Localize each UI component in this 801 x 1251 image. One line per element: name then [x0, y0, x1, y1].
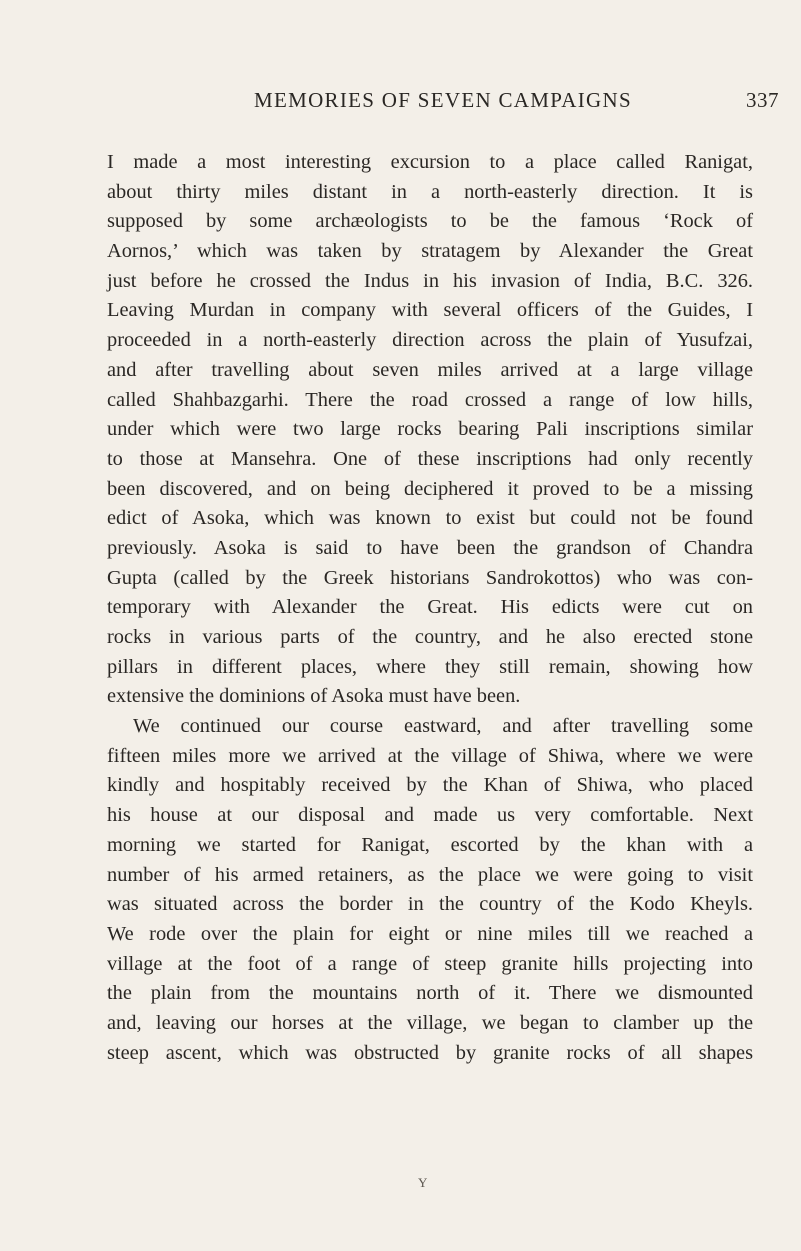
text-line: morning we started for Ranigat, escorted by the khan with a — [107, 833, 753, 856]
text-line: kindly and hospitably received by the Khan of Shiwa, who placed — [107, 774, 753, 797]
text-line: under which were two large rocks bearing Pali inscriptions similar — [107, 418, 753, 441]
text-line: and after travelling about seven miles arrived at a large village — [107, 358, 753, 381]
text-line: been discovered, and on being deciphered it proved to be a missing — [107, 477, 753, 500]
text-line: his house at our disposal and made us very comfortable. Next — [107, 804, 753, 827]
running-head — [0, 88, 801, 118]
text-line: village at the foot of a range of steep granite hills projecting into — [107, 952, 753, 975]
text-line: previously. Asoka is said to have been the grandson of Chandra — [107, 536, 753, 559]
paragraph-start-line: We continued our course eastward, and after travelling some — [133, 715, 753, 738]
text-line: supposed by some archæologists to be the famous ‘Rock of — [107, 210, 753, 233]
text-line: proceeded in a north-easterly direction across the plain of Yusufzai, — [107, 329, 753, 352]
text-line: number of his armed retainers, as the place we were going to visit — [107, 863, 753, 886]
body-text — [107, 148, 753, 1068]
paragraph-end-line: extensive the dominions of Asoka must have been. — [107, 685, 521, 708]
text-line: fifteen miles more we arrived at the village of Shiwa, where we were — [107, 744, 753, 767]
text-line: I made a most interesting excursion to a place called Ranigat, — [107, 151, 753, 173]
text-line: steep ascent, which was obstructed by granite rocks of all shapes — [107, 1041, 753, 1064]
text-line: pillars in different places, where they still remain, showing how — [107, 655, 753, 678]
signature-mark: Y — [418, 1175, 428, 1190]
text-line: the plain from the mountains north of it. There we dismounted — [107, 982, 753, 1005]
text-line: edict of Asoka, which was known to exist but could not be found — [107, 507, 753, 530]
text-line: rocks in various parts of the country, and he also erected stone — [107, 626, 753, 648]
text-line: We rode over the plain for eight or nine miles till we reached a — [107, 922, 753, 945]
text-line: temporary with Alexander the Great. His edicts were cut on — [107, 596, 753, 619]
text-line: Aornos,’ which was taken by stratagem by Alexander the Great — [107, 240, 753, 263]
running-title: MEMORIES OF SEVEN CAMPAIGNS — [254, 88, 632, 112]
text-line: was situated across the border in the country of the Kodo Kheyls. — [107, 893, 753, 916]
text-line: and, leaving our horses at the village, we began to clamber up the — [107, 1011, 753, 1034]
text-line: called Shahbazgarhi. There the road crossed a range of low hills, — [107, 388, 753, 411]
page-number: 337 — [746, 88, 779, 112]
text-line: Gupta (called by the Greek historians Sandrokottos) who was con- — [107, 566, 753, 589]
text-line: Leaving Murdan in company with several officers of the Guides, I — [107, 299, 753, 322]
text-line: about thirty miles distant in a north-easterly direction. It is — [107, 180, 753, 203]
text-line: just before he crossed the Indus in his invasion of India, B.C. 326. — [107, 269, 753, 292]
text-line: to those at Mansehra. One of these inscriptions had only recently — [107, 447, 753, 470]
